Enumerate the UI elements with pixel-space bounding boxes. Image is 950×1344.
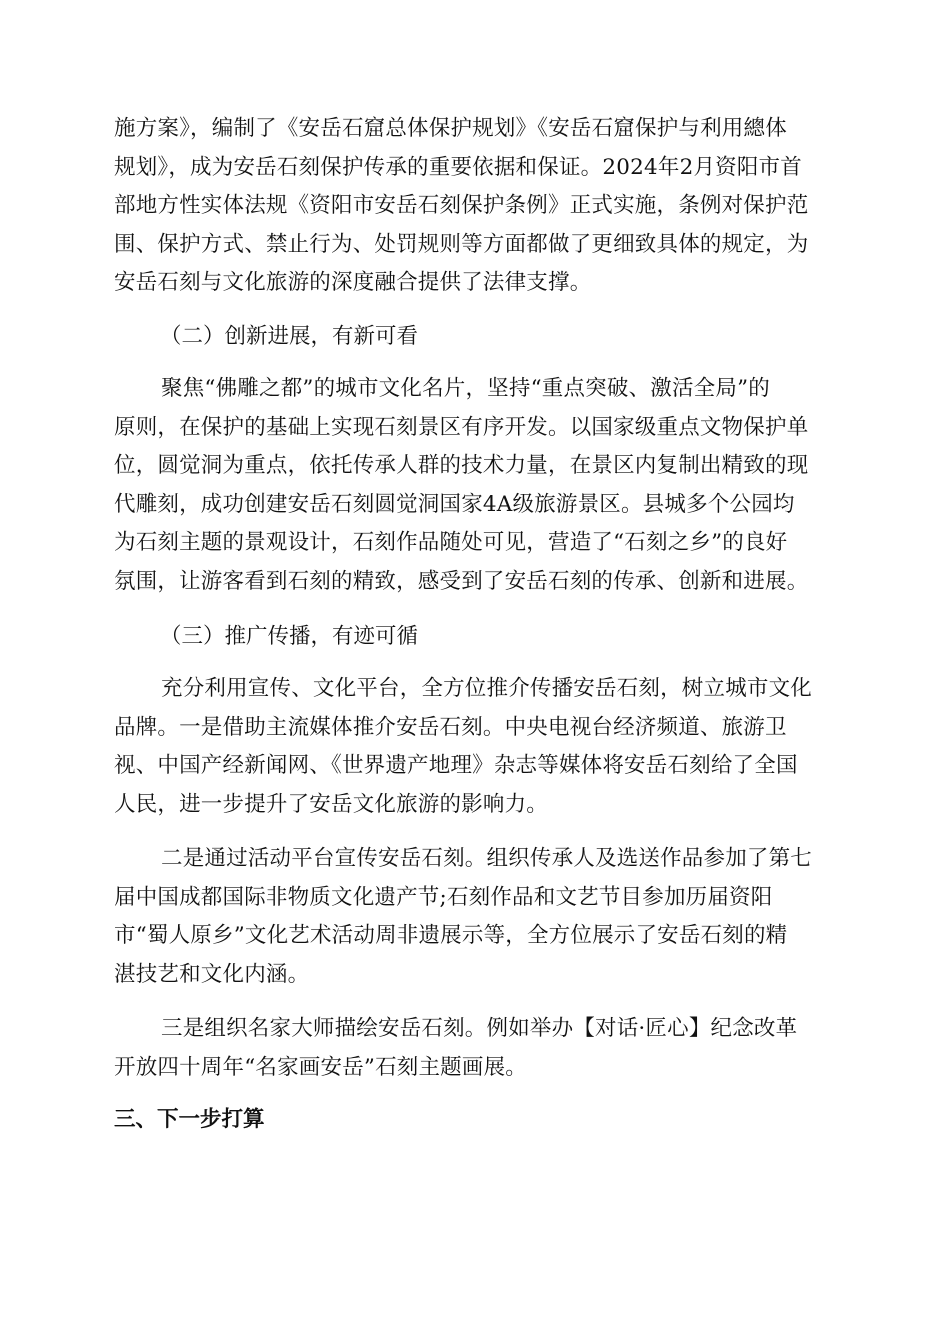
text-line: 规划》，成为安岳石刻保护传承的重要依据和保证。2024年2月资阳市首	[114, 154, 802, 180]
paragraph-innovation	[114, 370, 836, 602]
text-line: 位，圆觉洞为重点，依托传承人群的技术力量，在景区内复制出精致的现	[114, 453, 809, 479]
subheading-promotion: （三）推广传播，有迹可循	[160, 624, 419, 649]
text-line: 安岳石刻与文化旅游的深度融合提供了法律支撑。	[114, 270, 592, 296]
text-line: 人民，进一步提升了安岳文化旅游的影响力。	[114, 791, 549, 817]
text-line: 原则，在保护的基础上实现石刻景区有序开发。以国家级重点文物保护单	[114, 414, 809, 440]
text-line: 品牌。一是借助主流媒体推介安岳石刻。中央电视台经济频道、旅游卫	[114, 714, 787, 740]
text-line: 聚焦“佛雕之都”的城市文化名片，坚持“重点突破、激活全局”的	[161, 376, 770, 401]
text-line: 开放四十周年“名家画安岳”石刻主题画展。	[114, 1054, 527, 1080]
text-line: 氛围，让游客看到石刻的精致，感受到了安岳石刻的传承、创新和进展。	[114, 568, 809, 594]
text-line: 二是通过活动平台宣传安岳石刻。组织传承人及选送作品参加了第七	[161, 846, 813, 871]
text-line: 围、保护方式、禁止行为、处罚规则等方面都做了更细致具体的规定，为	[114, 231, 809, 257]
paragraph-protection-plans	[114, 110, 836, 303]
text-line: 视、中国产经新闻网、《世界遗产地理》杂志等媒体将安岳石刻给了全国	[114, 753, 798, 779]
paragraph-promotion-artists	[114, 1010, 836, 1087]
text-line: 届中国成都国际非物质文化遗产节;石刻作品和文艺节目参加历届资阳	[114, 884, 773, 910]
text-line: 市“蜀人原乡”文化艺术活动周非遗展示等，全方位展示了安岳石刻的精	[114, 923, 788, 949]
text-line: 代雕刻，成功创建安岳石刻圆觉洞国家4A级旅游景区。县城多个公园均	[114, 491, 795, 517]
paragraph-promotion-events	[114, 840, 836, 994]
text-line: 为石刻主题的景观设计，石刻作品随处可见，营造了“石刻之乡”的良好	[114, 530, 788, 556]
text-line: 充分利用宣传、文化平台，全方位推介传播安岳石刻，树立城市文化	[161, 676, 813, 701]
subheading-innovation: （二）创新进展，有新可看	[160, 324, 419, 349]
paragraph-promotion-media	[114, 670, 836, 824]
text-line: 部地方性实体法规《资阳市安岳石刻保护条例》正式实施，条例对保护范	[114, 193, 809, 219]
section-heading-next-steps: 三、下一步打算	[114, 1107, 265, 1132]
text-line: 施方案》，编制了《安岳石窟总体保护规划》《安岳石窟保护与利用總体	[114, 116, 787, 141]
text-line: 湛技艺和文化内涵。	[114, 961, 310, 987]
text-line: 三是组织名家大师描绘安岳石刻。例如举办【对话·匠心】纪念改革	[161, 1016, 798, 1041]
